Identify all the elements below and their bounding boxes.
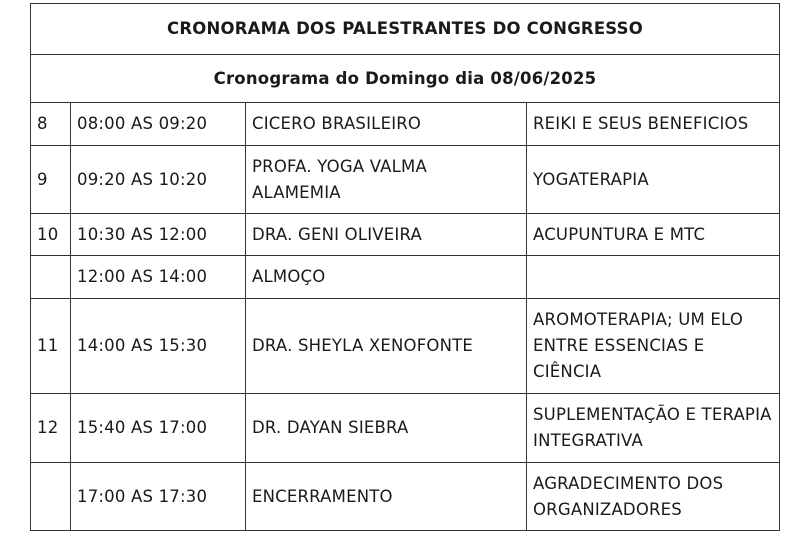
table-row [31, 146, 780, 214]
session-number: 10 [31, 214, 71, 256]
session-speaker: PROFA. YOGA VALMA ALAMEMIA [246, 146, 527, 214]
table-row [31, 394, 780, 463]
session-number [31, 256, 71, 299]
session-speaker: DRA. GENI OLIVEIRA [246, 214, 527, 256]
session-topic: ACUPUNTURA E MTC [527, 214, 780, 256]
session-time: 17:00 AS 17:30 [71, 463, 246, 531]
session-topic: YOGATERAPIA [527, 146, 780, 214]
document-title: CRONORAMA DOS PALESTRANTES DO CONGRESSO [31, 4, 780, 55]
session-topic: AGRADECIMENTO DOS ORGANIZADORES [527, 463, 780, 531]
session-time: 09:20 AS 10:20 [71, 146, 246, 214]
session-number: 9 [31, 146, 71, 214]
session-speaker: ENCERRAMENTO [246, 463, 527, 531]
table-row [31, 214, 780, 256]
session-time: 08:00 AS 09:20 [71, 103, 246, 146]
table-row [31, 256, 780, 299]
document-subtitle: Cronograma do Domingo dia 08/06/2025 [31, 55, 780, 103]
table-row [31, 463, 780, 531]
session-speaker: DR. DAYAN SIEBRA [246, 394, 527, 463]
session-number [31, 463, 71, 531]
schedule-table [30, 3, 780, 531]
session-number: 12 [31, 394, 71, 463]
session-time: 10:30 AS 12:00 [71, 214, 246, 256]
session-speaker: CICERO BRASILEIRO [246, 103, 527, 146]
subtitle-row [31, 55, 780, 103]
session-speaker: ALMOÇO [246, 256, 527, 299]
session-time: 14:00 AS 15:30 [71, 299, 246, 394]
session-topic: AROMOTERAPIA; UM ELO ENTRE ESSENCIAS E CIÊNCIA [527, 299, 780, 394]
session-topic: SUPLEMENTAÇÃO E TERAPIA INTEGRATIVA [527, 394, 780, 463]
session-number: 8 [31, 103, 71, 146]
session-time: 15:40 AS 17:00 [71, 394, 246, 463]
session-topic [527, 256, 780, 299]
session-topic: REIKI E SEUS BENEFICIOS [527, 103, 780, 146]
session-number: 11 [31, 299, 71, 394]
session-time: 12:00 AS 14:00 [71, 256, 246, 299]
title-row [31, 4, 780, 55]
session-speaker: DRA. SHEYLA XENOFONTE [246, 299, 527, 394]
table-row [31, 299, 780, 394]
table-row [31, 103, 780, 146]
